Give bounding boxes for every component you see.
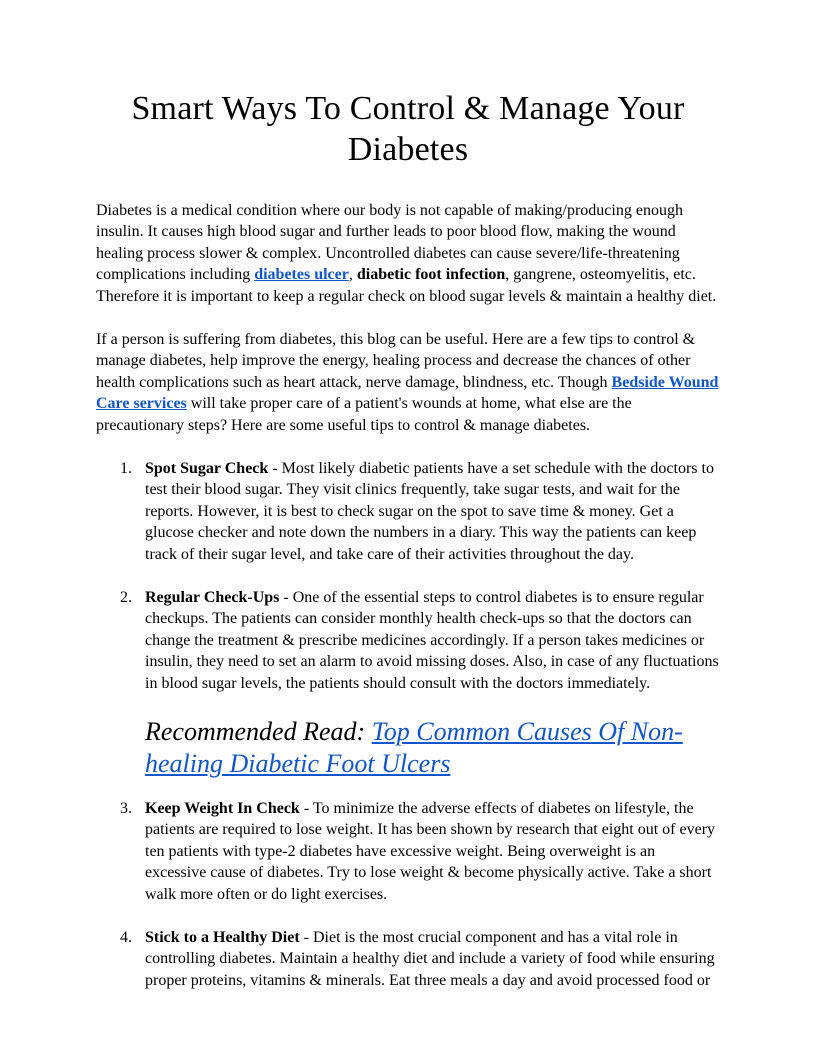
list-item-text	[145, 798, 720, 906]
recommended-read-label: Recommended Read:	[145, 716, 372, 746]
list-item-title: Regular Check-Ups	[145, 588, 280, 606]
bold-text-diabetic-foot-infection: diabetic foot infection	[356, 266, 506, 284]
list-number: 3.	[120, 799, 132, 817]
list-item-title: Stick to a Healthy Diet	[145, 928, 300, 946]
recommended-read-link[interactable]: Top Common Causes Of Non-healing Diabetic Foot Ulcers	[145, 716, 683, 779]
list-item-body: - One of the essential steps to control diabetes is to ensure regular checkups. The patients can consider monthly health check-ups so that the doctors can change the treatment & prescribe medicines accordingly. If a person takes medicines or insulin, they need to set an alarm to avoid missing doses. Also, in case of any fluctuations in blood sugar levels, the patients should consult with the doctors immediately.	[145, 588, 719, 692]
list-number: 4.	[120, 928, 132, 946]
paragraph-text: will take proper care of a patient's wounds at home, what else are the precautionary steps? Here are some useful tips to control & manage diabetes.	[96, 395, 632, 434]
list-item-stick-to-healthy-diet	[96, 927, 720, 992]
page-title: Smart Ways To Control & Manage Your Diabetes	[131, 90, 685, 168]
list-item-title: Spot Sugar Check	[145, 459, 269, 477]
recommended-read-heading	[96, 716, 720, 781]
paragraph-text: Diabetes is a medical condition where our body is not capable of making/producing enough insulin. It causes high blood sugar and further leads to poor blood flow, making the wound healing process slower & complex. Uncontrolled diabetes can cause severe/life-threatening complications including	[96, 201, 683, 284]
list-item-regular-check-ups	[96, 587, 720, 695]
bedside-wound-care-link[interactable]: Bedside Wound Care services	[96, 373, 719, 413]
list-item-spot-sugar-check	[96, 458, 720, 566]
list-number: 1.	[120, 459, 132, 477]
list-item-text	[145, 458, 720, 566]
list-item-body: - Most likely diabetic patients have a set schedule with the doctors to test their blood sugar. They visit clinics frequently, take sugar tests, and wait for the reports. However, it is best to check sugar on the spot to save time & money. Get a glucose checker and note down the numbers in a diary. This way the patients can keep track of their sugar level, and take care of their activities throughout the day.	[145, 459, 714, 563]
list-item-text	[145, 927, 720, 992]
list-item-body: - To minimize the adverse effects of diabetes on lifestyle, the patients are required to lose weight. It has been shown by research that eight out of every ten patients with type-2 diabetes have excessive weight. Being overweight is an excessive cause of diabetes. Try to lose weight & become physically active. Take a short walk more often or do light exercises.	[145, 799, 716, 903]
list-item-text	[145, 587, 720, 695]
list-item-title: Keep Weight In Check	[145, 799, 300, 817]
diabetes-ulcer-link[interactable]: diabetes ulcer	[254, 266, 349, 284]
intro-paragraph	[96, 200, 720, 308]
paragraph-text: , gangrene, osteomyelitis, etc. Therefore it is important to keep a regular check on blood sugar levels & maintain a healthy diet.	[96, 266, 717, 305]
paragraph-text: ,	[348, 266, 357, 284]
list-item-body: - Diet is the most crucial component and has a vital role in controlling diabetes. Maintain a healthy diet and include a variety of food while ensuring proper proteins, vitamins & minerals. Eat three meals a day and avoid processed food or	[145, 928, 715, 989]
second-paragraph	[96, 329, 720, 437]
paragraph-text: If a person is suffering from diabetes, this blog can be useful. Here are a few tips to control & manage diabetes, help improve the energy, healing process and decrease the chances of other health complications such as heart attack, nerve damage, blindness, etc. Though	[96, 330, 696, 391]
list-item-keep-weight-in-check	[96, 798, 720, 906]
list-number: 2.	[120, 588, 132, 606]
